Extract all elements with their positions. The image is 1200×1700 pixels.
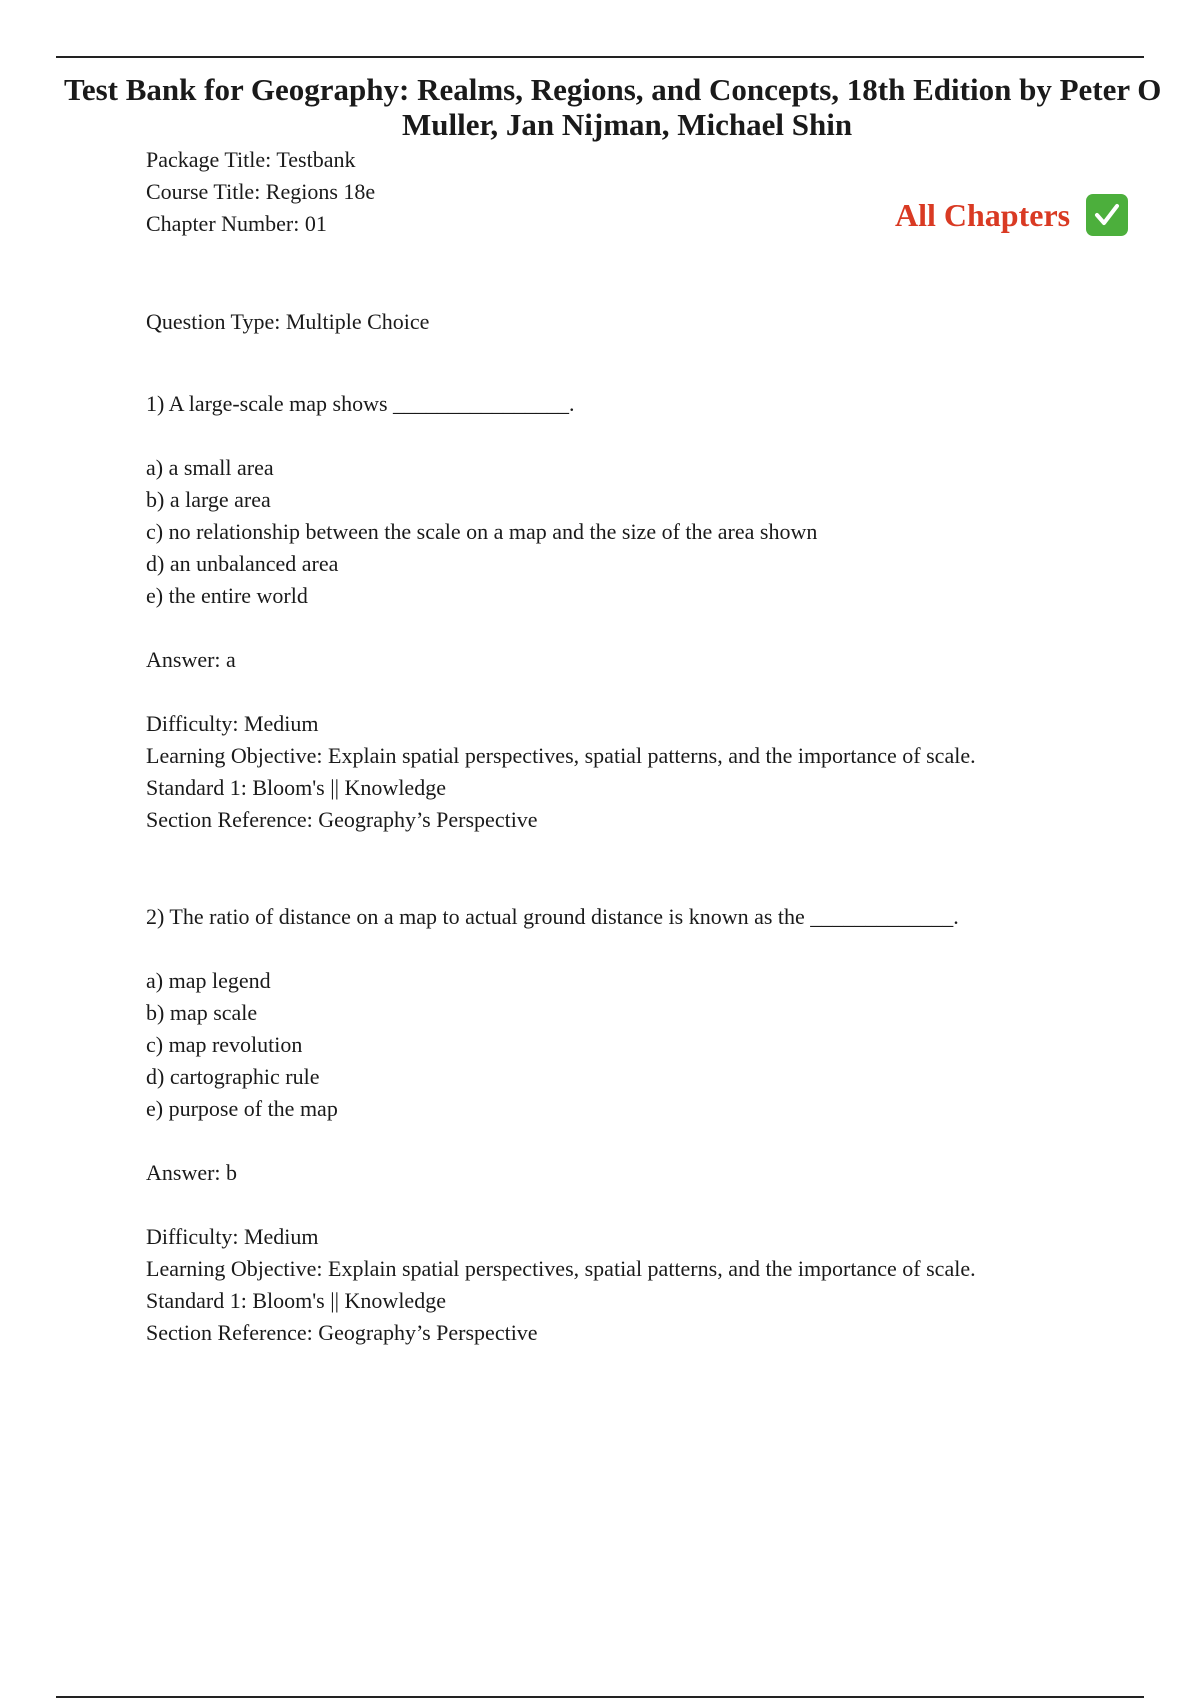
standard: Standard 1: Bloom's || Knowledge bbox=[146, 1288, 446, 1313]
course-title: Course Title: Regions 18e bbox=[146, 179, 376, 204]
learning-objective: Learning Objective: Explain spatial perspectives, spatial patterns, and the importance of scale. bbox=[146, 1256, 976, 1281]
question-2-answer: Answer: b bbox=[146, 1160, 238, 1185]
section-reference: Section Reference: Geography’s Perspective bbox=[146, 807, 538, 832]
question-2-metadata bbox=[146, 1221, 976, 1349]
learning-objective: Learning Objective: Explain spatial perspectives, spatial patterns, and the importance of scale. bbox=[146, 743, 976, 768]
option-e: e) the entire world bbox=[146, 583, 308, 608]
all-chapters-label: All Chapters bbox=[895, 197, 1071, 233]
question-1-answer: Answer: a bbox=[146, 647, 236, 672]
bottom-divider bbox=[56, 1696, 1144, 1698]
top-divider bbox=[56, 56, 1144, 58]
question-2-stem: 2) The ratio of distance on a map to actual ground distance is known as the _____________. bbox=[146, 904, 959, 929]
option-c: c) no relationship between the scale on a map and the size of the area shown bbox=[146, 519, 818, 544]
title-line-2: Muller, Jan Nijman, Michael Shin bbox=[402, 107, 853, 142]
document-title bbox=[64, 72, 1200, 142]
title-line-1: Test Bank for Geography: Realms, Regions, and Concepts, 18th Edition by Peter O bbox=[64, 72, 1162, 107]
question-1-metadata bbox=[146, 708, 976, 836]
option-e: e) purpose of the map bbox=[146, 1096, 338, 1121]
package-meta bbox=[146, 144, 375, 240]
section-reference: Section Reference: Geography’s Perspective bbox=[146, 1320, 538, 1345]
standard: Standard 1: Bloom's || Knowledge bbox=[146, 775, 446, 800]
option-c: c) map revolution bbox=[146, 1032, 303, 1057]
question-2-options bbox=[146, 965, 338, 1125]
option-d: d) cartographic rule bbox=[146, 1064, 320, 1089]
question-1-stem: 1) A large-scale map shows ________________. bbox=[146, 391, 575, 416]
difficulty: Difficulty: Medium bbox=[146, 1224, 319, 1249]
all-chapters-badge bbox=[895, 194, 1128, 236]
option-a: a) a small area bbox=[146, 455, 274, 480]
option-a: a) map legend bbox=[146, 968, 271, 993]
question-1-options bbox=[146, 452, 817, 612]
option-d: d) an unbalanced area bbox=[146, 551, 339, 576]
package-title: Package Title: Testbank bbox=[146, 147, 356, 172]
option-b: b) map scale bbox=[146, 1000, 258, 1025]
chapter-number: Chapter Number: 01 bbox=[146, 211, 327, 236]
check-mark-icon bbox=[1086, 194, 1128, 236]
question-type: Question Type: Multiple Choice bbox=[146, 309, 430, 334]
option-b: b) a large area bbox=[146, 487, 271, 512]
difficulty: Difficulty: Medium bbox=[146, 711, 319, 736]
